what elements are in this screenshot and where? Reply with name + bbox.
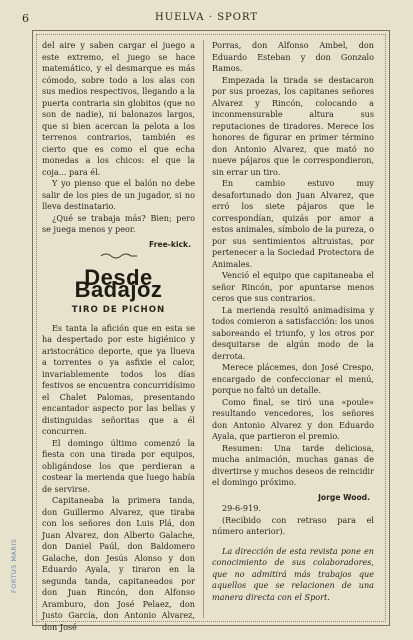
column-divider bbox=[203, 40, 204, 618]
body-paragraph: En cambio estuvo muy desafortunado don Juan Alvarez, que erró los siete pájaros que le correspondían, quizás por amor a estos animales, símbolo de la pureza, o por sus sentimientos altruistas, por pertenecer a la Sociedad Protectora de Animales. bbox=[212, 178, 374, 269]
right-column bbox=[212, 40, 374, 603]
ornament-flourish-icon bbox=[99, 252, 139, 260]
body-paragraph: Merece plácemes, don José Crespo, encargado de confeccionar el menú, porque no faltó un detalle. bbox=[212, 362, 374, 395]
editorial-notice: La dirección de esta revista pone en conocimiento de sus colaboradores, que no admitirá más trabajos que aquellos que se relacionen de una manera directa con el Sport. bbox=[212, 545, 374, 602]
article-date: 29-6-919. bbox=[222, 503, 261, 513]
body-paragraph: Empezada la tirada se destacaron por sus proezas, los capitanes señores Alvarez y Rincón, colocando a inconmensurable altura sus reputaciones de tiradores. Merece los honores de figurar en primer término don Antonio Alvarez, que mató no nueve pájaros que le correspondieron, sin errar un tiro. bbox=[212, 74, 374, 177]
publication-title: HUELVA · SPORT bbox=[154, 12, 258, 23]
body-paragraph: Como final, se tiró una «poule» resultando vencedores, los señores don Antonio Alvarez y don Eduardo Ayala, que partieron el premio. bbox=[212, 396, 374, 441]
body-paragraph: La merienda resultó animadísima y todos comieron a satisfacción: los unos saboreando el triunfo, y los otros por desquitarse de algún modo de la derrota. bbox=[212, 304, 374, 361]
left-column bbox=[42, 40, 195, 633]
intro-paragraph: del aire y saben cargar el juego a este extremo, el juego se hace matemático, y el desmarque es más cómodo, sobre todo a los alas con sus medios respectivos, llegando a la puerta contraria sin globitos (que no son de nadie), ni balonazos largos, que si bien acercan la pelota a los terrenos contrarios, también es cierto que es como el que echa monedas a los chicos: el que la coja... para él. bbox=[42, 40, 195, 177]
body-paragraph: Venció el equipo que capitaneaba el señor Rincón, por apuntarse menos ceros que sus contrarios. bbox=[212, 270, 374, 303]
article-signature: Jorge Wood. bbox=[318, 492, 370, 502]
article-signature: Free-kick. bbox=[149, 239, 191, 249]
section-subtitle: TIRO DE PICHON bbox=[71, 305, 166, 315]
editor-note: (Recibido con retraso para el número anterior). bbox=[212, 514, 374, 536]
intro-paragraph: Y yo pienso que el balón no debe salir de los pies de un jugador, si no lleva destinatario. bbox=[42, 178, 195, 211]
section-title: Desde Badajoz bbox=[74, 265, 163, 302]
page-number: 6 bbox=[22, 12, 29, 25]
body-paragraph: Es tanta la afición que en esta se ha despertado por este higiénico y aristocrático deporte, que ya llueva a torrentes o ya asfixie el calor, invariablemente todos los días festivos se encuentra concurridísimo el Chalet Palomas, presentando encantador aspecto por las bellas y distinguidas señoritas que a él concurren. bbox=[42, 322, 195, 436]
library-stamp: FORTUS MARIS bbox=[10, 538, 18, 594]
body-paragraph: Porras, don Alfonso Ambel, don Eduardo Esteban y don Gonzalo Ramos. bbox=[212, 40, 374, 73]
body-paragraph: El domingo último comenzó la fiesta con una tirada por equipos, obligándose los que perdieran a costear la merienda que luego había de servirse. bbox=[42, 437, 195, 494]
body-paragraph: Resumen: Una tarde deliciosa, mucha animación, muchas ganas de divertirse y muchos deseos de reincidir el domingo próximo. bbox=[212, 442, 374, 487]
intro-paragraph: ¿Qué se trabaja más? Bien; pero se juega menos y peor. bbox=[42, 212, 195, 234]
page-header bbox=[0, 12, 413, 26]
body-paragraph: Capitaneaba la primera tanda, don Guillermo Alvarez, que tiraba con los señores don Luis Plá, don Juan Alvarez, don Alberto Galache, don Daniel Paúl, don Baldomero Galache, don Jesús Alonso y don Eduardo Ayala, y tiraron en la segunda tanda, capitaneados por don Juan Rincón, don Alfonso Aramburo, don José Pelaez, don Justo García, don Antonio Alvarez, don José bbox=[42, 495, 195, 632]
